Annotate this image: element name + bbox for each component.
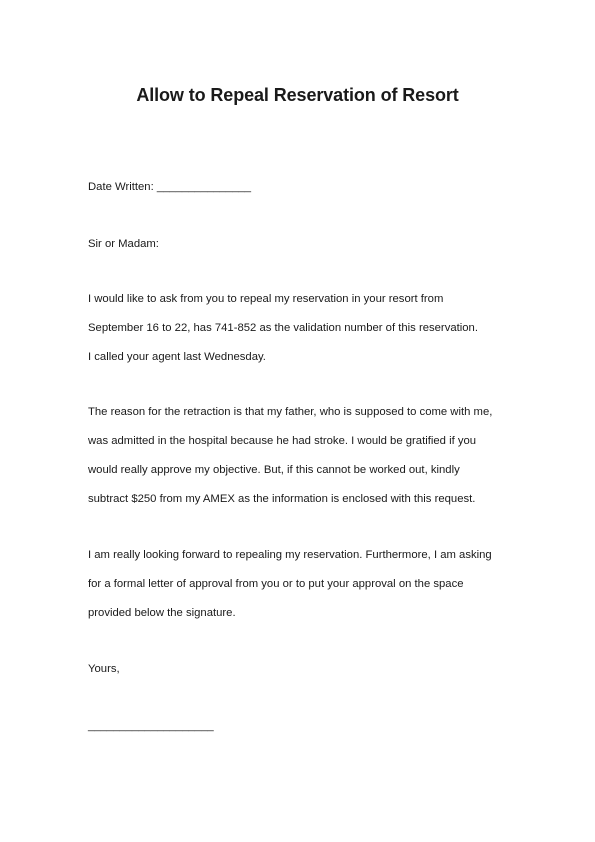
closing: Yours, <box>88 663 120 675</box>
paragraph-2-line-4: subtract $250 from my AMEX as the information is enclosed with this request. <box>88 493 476 505</box>
date-written-line: Date Written: _______________ <box>88 181 252 193</box>
signature-line: ____________________ <box>88 720 214 732</box>
salutation: Sir or Madam: <box>88 238 159 250</box>
paragraph-2-line-2: was admitted in the hospital because he had stroke. I would be gratified if you <box>88 435 477 447</box>
paragraph-1-line-3: I called your agent last Wednesday. <box>88 351 266 363</box>
paragraph-2-line-1: The reason for the retraction is that my father, who is supposed to come with me, <box>88 406 493 418</box>
paragraph-2-line-3: would really approve my objective. But, if this cannot be worked out, kindly <box>88 464 460 476</box>
paragraph-1-line-1: I would like to ask from you to repeal my reservation in your resort from <box>88 293 444 305</box>
paragraph-1-line-2: September 16 to 22, has 741-852 as the validation number of this reservation. <box>88 322 478 334</box>
document-title: Allow to Repeal Reservation of Resort <box>136 85 459 105</box>
paragraph-3-line-3: provided below the signature. <box>88 607 236 619</box>
paragraph-3-line-1: I am really looking forward to repealing my reservation. Furthermore, I am asking <box>88 549 492 561</box>
paragraph-3-line-2: for a formal letter of approval from you or to put your approval on the space <box>88 578 464 590</box>
